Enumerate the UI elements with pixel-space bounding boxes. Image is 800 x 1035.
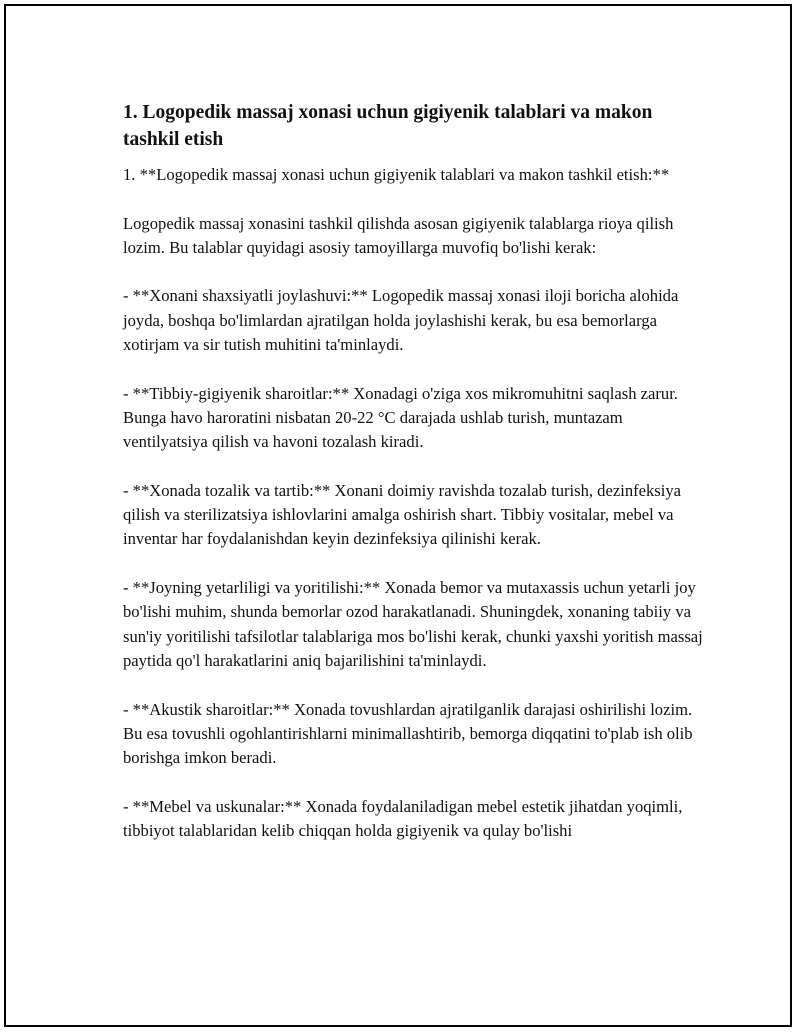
page-frame [4, 4, 792, 1027]
paragraph-furniture: - **Mebel va uskunalar:** Xonada foydalaniladigan mebel estetik jihatdan yoqimli, tibbiyot talablaridan kelib chiqqan holda gigiyenik va qulay bo'lishi [123, 796, 687, 841]
document-title: 1. Logopedik massaj xonasi uchun gigiyenik talablari va makon tashkil etish [123, 102, 653, 150]
paragraph-cleanliness: - **Xonada tozalik va tartib:** Xonani doimiy ravishda tozalab turish, dezinfeksiya qilish va sterilizatsiya ishlovlarini amalga oshirish shart. Tibbiy vositalar, mebel va inventar har foydalanishdan keyin dezinfeksiya qilinishi kerak. [123, 480, 686, 549]
paragraph-heading: 1. **Logopedik massaj xonasi uchun gigiyenik talablari va makon tashkil etish:** [123, 165, 670, 184]
paragraph-location: - **Xonani shaxsiyatli joylashuvi:** Logopedik massaj xonasi iloji boricha alohida joyda, boshqa bo'limlardan ajratilgan holda joylashishi kerak, bu esa bemorlarga xotirjam va sir tutish muhitini ta'minlaydi. [123, 286, 683, 355]
paragraph-intro: Logopedik massaj xonasini tashkil qilishda asosan gigiyenik talablarga rioya qilish lozim. Bu talablar quyidagi asosiy tamoyillarga muvofiq bo'lishi kerak: [123, 213, 678, 257]
document-content [123, 99, 707, 868]
paragraph-hygiene-conditions: - **Tibbiy-gigiyenik sharoitlar:** Xonadagi o'ziga xos mikromuhitni saqlash zarur. Bunga havo haroratini nisbatan 20-22 °C darajada ushlab turish, muntazam ventilyatsiya qilish va havoni tozalash kiradi. [123, 383, 683, 452]
paragraph-space-lighting: - **Joyning yetarliligi va yoritilishi:** Xonada bemor va mutaxassis uchun yetarli joy bo'lishi muhim, shunda bemorlar ozod harakatlanadi. Shuningdek, xonaning tabiiy va sun'iy yoritilishi tafsilotlar talablariga mos bo'lishi kerak, chunki yaxshi yoritish massaj paytida qo'l harakatlarini aniq bajarilishini ta'minlaydi. [123, 578, 707, 670]
paragraph-acoustics: - **Akustik sharoitlar:** Xonada tovushlardan ajratilganlik darajasi oshirilishi lozim. Bu esa tovushli ogohlantirishlarni minimallashtirib, bemorga diqqatini to'plab ish olib borishga imkon beradi. [123, 699, 697, 768]
